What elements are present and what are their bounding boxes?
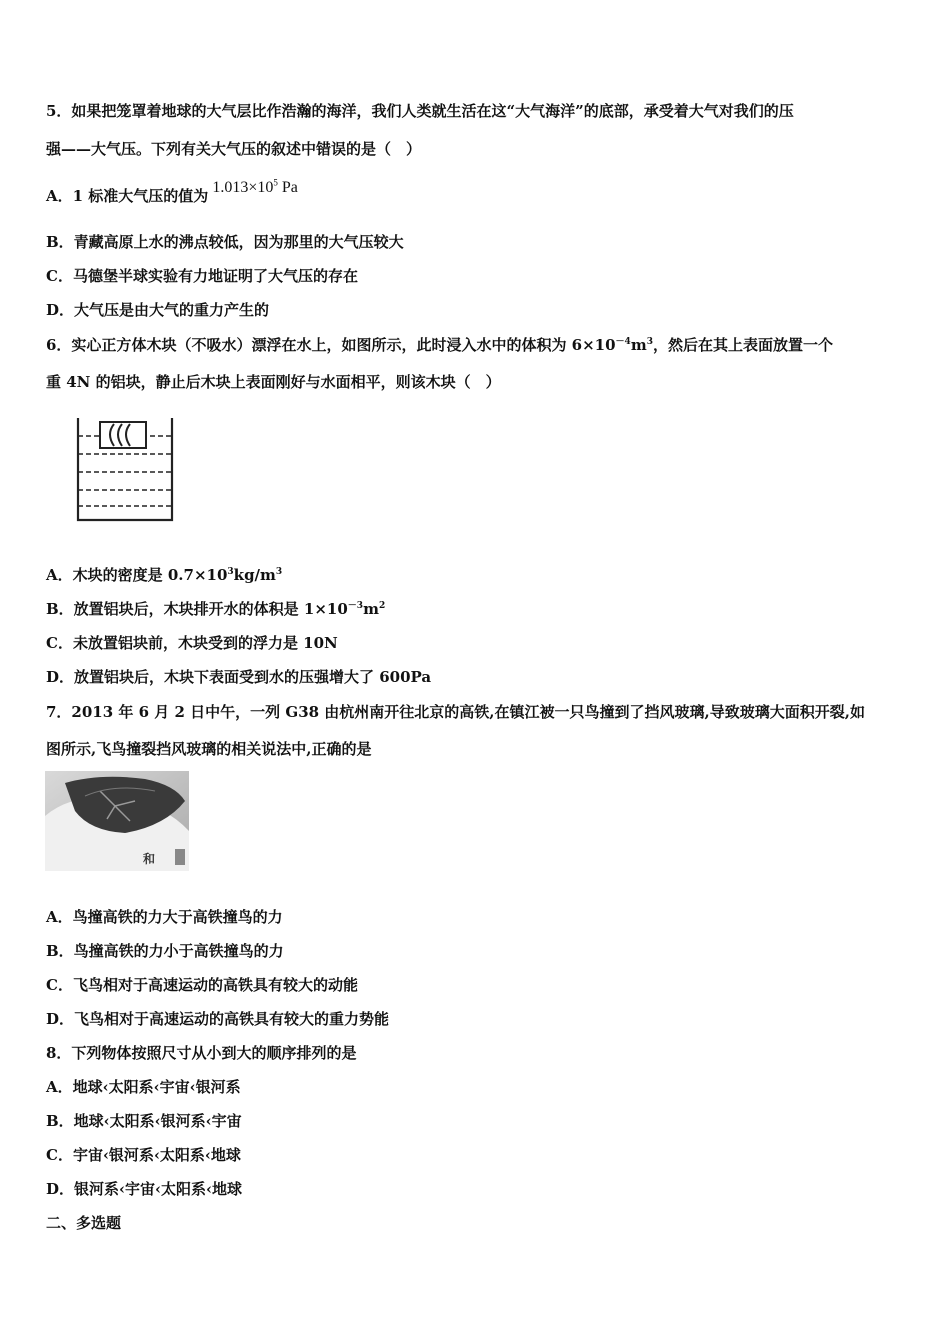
q5-option-a — [46, 177, 298, 207]
q6-stem-line-1: 6．实心正方体木块（不吸水）漂浮在水上，如图所示，此时浸入水中的体积为 $6\times 10^{-4}m^3$，然后在其上表面放置一个 — [46, 336, 833, 354]
q5-stem-line-1: 5．如果把笼罩着地球的大气层比作浩瀚的海洋，我们人类就生活在这“大气海洋”的底部，承受着大气对我们的压 — [46, 102, 794, 120]
q6-option-d: D．放置铝块后，木块下表面受到水的压强增大了 600Pa — [46, 668, 432, 686]
q7-option-c: C．飞鸟相对于高速运动的高铁具有较大的动能 — [46, 976, 358, 994]
q7-stem-line-2: 图所示,飞鸟撞裂挡风玻璃的相关说法中,正确的是 — [46, 740, 372, 758]
train-light — [175, 849, 185, 865]
q8-option-a: A．地球‹太阳系‹宇宙‹银河系 — [46, 1078, 241, 1096]
train-windshield-photo — [45, 771, 189, 871]
q5-option-c: C．马德堡半球实验有力地证明了大气压的存在 — [46, 267, 358, 285]
q5-option-a-formula: $1.013\times 10^5$ Pa — [212, 177, 298, 196]
q5-option-d: D．大气压是由大气的重力产生的 — [46, 301, 270, 319]
q6-option-b: B．放置铝块后，木块排开水的体积是 $1\times 10^{-3}m^2$ — [46, 600, 386, 618]
q7-option-d: D．飞鸟相对于高速运动的高铁具有较大的重力势能 — [46, 1010, 390, 1028]
q7-stem-line-1: 7．2013 年 6 月 2 日中午，一列 G38 由杭州南开往北京的高铁,在镇江被一只鸟撞到了挡风玻璃,导致玻璃大面积开裂,如 — [46, 703, 865, 721]
q8-option-c: C．宇宙‹银河系‹太阳系‹地球 — [46, 1146, 241, 1164]
section-title: 二、多选题 — [46, 1214, 122, 1232]
q8-option-b: B．地球‹太阳系‹银河系‹宇宙 — [46, 1112, 242, 1130]
q7-option-b: B．鸟撞高铁的力小于高铁撞鸟的力 — [46, 942, 284, 960]
train-logo-caption: 和 — [143, 852, 156, 866]
q8-stem: 8．下列物体按照尺寸从小到大的顺序排列的是 — [46, 1044, 357, 1062]
q6-option-a: A．木块的密度是 $0.7\times 10^3kg/m^3$ — [46, 566, 283, 584]
q5-option-a-text: A．1 标准大气压的值为 — [46, 187, 209, 205]
q6-option-c: C．未放置铝块前，木块受到的浮力是 10N — [46, 634, 338, 652]
wooden-block — [100, 422, 146, 448]
q5-stem-line-2: 强——大气压。下列有关大气压的叙述中错误的是（ ） — [46, 140, 422, 158]
q6-stem-line-2: 重 4N 的铝块，静止后木块上表面刚好与水面相平，则该木块（ ） — [46, 373, 501, 391]
q8-option-d: D．银河系‹宇宙‹太阳系‹地球 — [46, 1180, 243, 1198]
q7-option-a: A．鸟撞高铁的力大于高铁撞鸟的力 — [46, 908, 283, 926]
floating-block-figure — [70, 412, 180, 524]
q5-option-b: B．青藏高原上水的沸点较低，因为那里的大气压较大 — [46, 233, 404, 251]
